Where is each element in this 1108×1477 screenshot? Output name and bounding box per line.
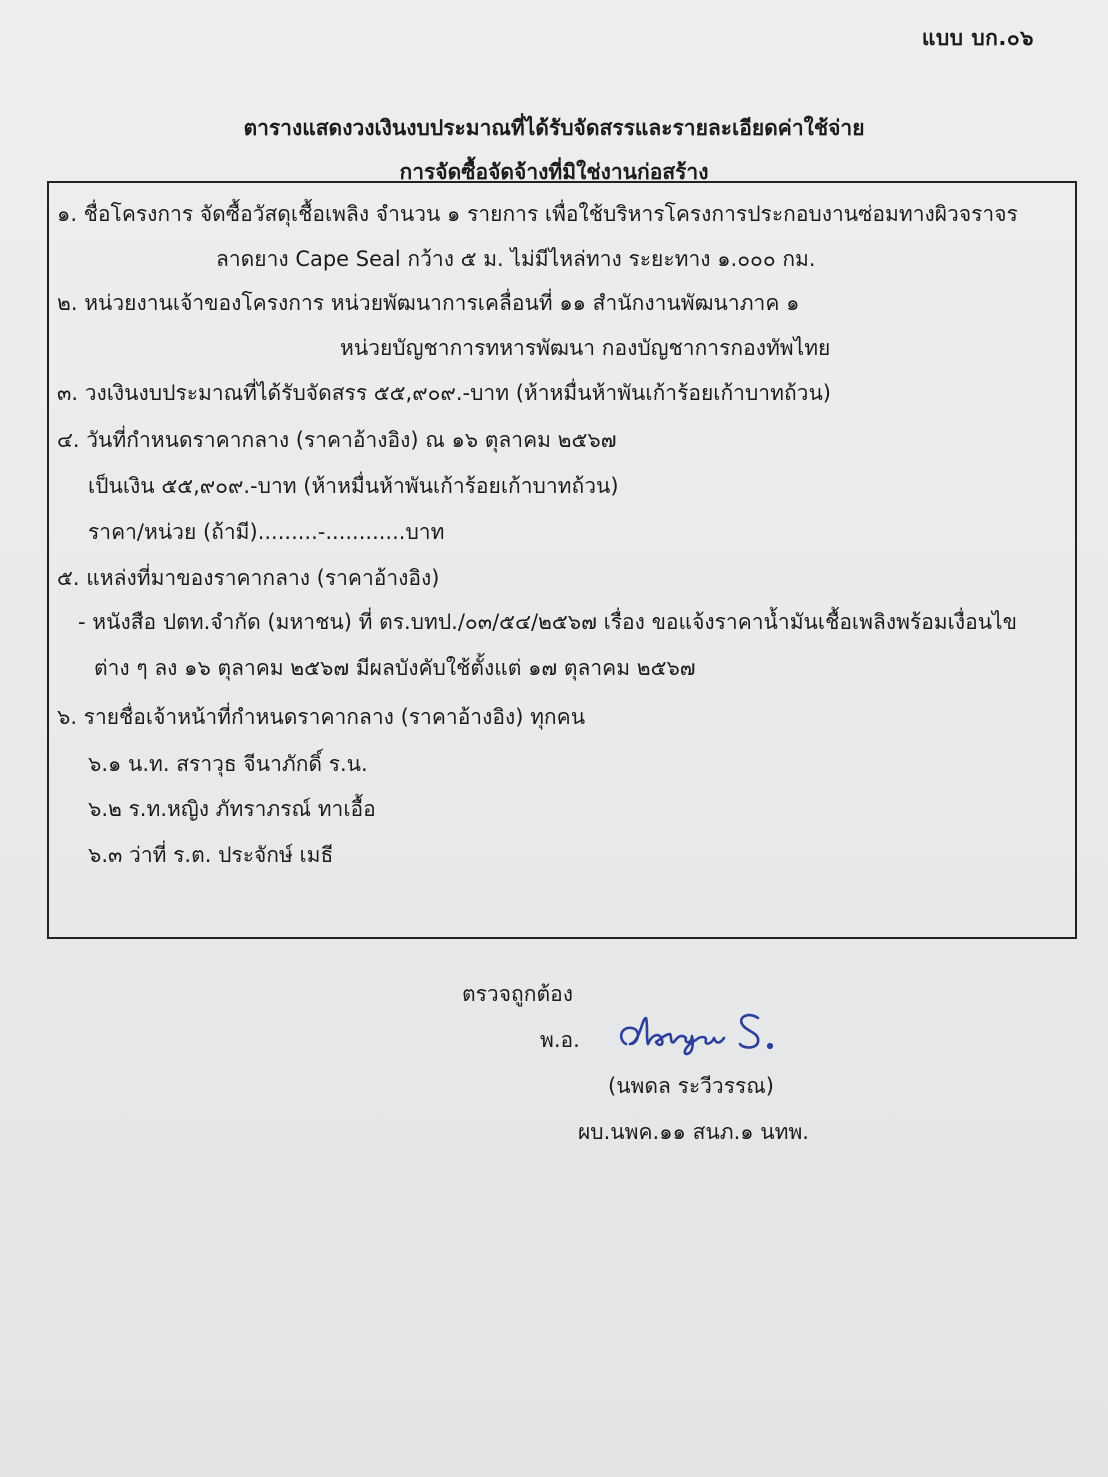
- document-subtitle: การจัดซื้อจัดจ้างที่มิใช่งานก่อสร้าง: [399, 160, 709, 184]
- section-5-source-document: - หนังสือ ปตท.จำกัด (มหาชน) ที่ ตร.บทป./๐๓/๕๔/๒๕๖๗ เรื่อง ขอแจ้งราคาน้ำมันเชื้อเพลิงพร้อมเงื่อนไข: [78, 610, 1017, 634]
- signer-position: ผบ.นพค.๑๑ สนภ.๑ นทพ.: [578, 1120, 809, 1144]
- signer-name: (นพดล ระวีวรรณ): [608, 1074, 774, 1098]
- section-4-unit-price: ราคา/หน่วย (ถ้ามี).........-............บาท: [88, 520, 445, 544]
- section-3-budget: ๓. วงเงินงบประมาณที่ได้รับจัดสรร ๕๕,๙๐๙.-บาท (ห้าหมื่นห้าพันเก้าร้อยเก้าบาทถ้วน): [57, 381, 831, 405]
- section-6-officers: ๖. รายชื่อเจ้าหน้าที่กำหนดราคากลาง (ราคาอ้างอิง) ทุกคน: [57, 705, 586, 729]
- section-2-owner-unit: ๒. หน่วยงานเจ้าของโครงการ หน่วยพัฒนาการเคลื่อนที่ ๑๑ สำนักงานพัฒนาภาค ๑: [57, 291, 800, 315]
- officer-list-item: ๖.๓ ว่าที่ ร.ต. ประจักษ์ เมธี: [88, 843, 334, 867]
- section-5-price-source: ๕. แหล่งที่มาของราคากลาง (ราคาอ้างอิง): [57, 566, 440, 590]
- handwritten-signature: [612, 1004, 792, 1060]
- officer-list-item: ๖.๑ น.ท. สราวุธ จีนาภักดิ์ ร.น.: [88, 752, 368, 776]
- document-title: ตารางแสดงวงเงินงบประมาณที่ได้รับจัดสรรและรายละเอียดค่าใช้จ่าย: [243, 116, 865, 140]
- section-2-owner-unit-cont: หน่วยบัญชาการทหารพัฒนา กองบัญชาการกองทัพไทย: [340, 336, 831, 360]
- verified-label: ตรวจถูกต้อง: [462, 982, 573, 1006]
- section-1-project-name: ๑. ชื่อโครงการ จัดซื้อวัสดุเชื้อเพลิง จำนวน ๑ รายการ เพื่อใช้บริหารโครงการประกอบงานซ่อมทางผิวจราจร: [57, 202, 1018, 226]
- section-1-project-name-cont: ลาดยาง Cape Seal กว้าง ๕ ม. ไม่มีไหล่ทาง ระยะทาง ๑.๐๐๐ กม.: [216, 247, 816, 271]
- section-5-source-document-cont: ต่าง ๆ ลง ๑๖ ตุลาคม ๒๕๖๗ มีผลบังคับใช้ตั้งแต่ ๑๗ ตุลาคม ๒๕๖๗: [94, 656, 696, 680]
- officer-list-item: ๖.๒ ร.ท.หญิง ภัทราภรณ์ ทาเอื้อ: [88, 797, 376, 821]
- section-4-reference-date: ๔. วันที่กำหนดราคากลาง (ราคาอ้างอิง) ณ ๑๖ ตุลาคม ๒๕๖๗: [57, 428, 617, 452]
- signer-rank: พ.อ.: [540, 1028, 580, 1052]
- form-code: แบบ บก.๐๖: [921, 26, 1034, 50]
- section-4-amount: เป็นเงิน ๕๕,๙๐๙.-บาท (ห้าหมื่นห้าพันเก้าร้อยเก้าบาทถ้วน): [88, 474, 619, 498]
